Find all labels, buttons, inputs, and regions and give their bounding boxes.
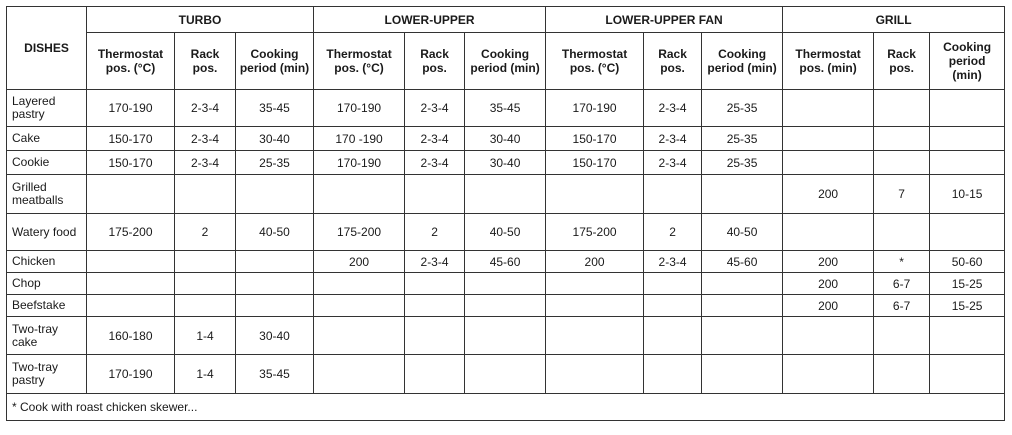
table-cell: 45-60 <box>702 251 783 273</box>
table-cell <box>236 251 314 273</box>
table-cell: 2-3-4 <box>405 151 465 175</box>
table-cell: 40-50 <box>702 214 783 251</box>
table-cell <box>546 273 644 295</box>
table-row <box>7 90 1005 127</box>
table-cell: 175-200 <box>546 214 644 251</box>
dish-name: Watery food <box>7 214 87 251</box>
table-cell <box>175 273 236 295</box>
table-cell <box>546 317 644 355</box>
table-cell <box>546 355 644 394</box>
table-cell: 2 <box>405 214 465 251</box>
table-cell <box>644 273 702 295</box>
table-cell <box>783 151 874 175</box>
table-cell <box>465 317 546 355</box>
table-cell <box>314 273 405 295</box>
table-cell <box>175 175 236 214</box>
group-header-lower-upper: LOWER-UPPER <box>314 7 546 33</box>
table-cell <box>405 175 465 214</box>
dishes-header: DISHES <box>7 7 87 90</box>
table-cell: 35-45 <box>465 90 546 127</box>
table-row <box>7 295 1005 317</box>
table-cell: 30-40 <box>236 317 314 355</box>
table-cell: 170-190 <box>314 151 405 175</box>
table-cell: 2-3-4 <box>405 90 465 127</box>
column-header: Thermostat pos. (min) <box>783 33 874 90</box>
dish-name: Cookie <box>7 151 87 175</box>
table-row <box>7 355 1005 394</box>
table-cell: 6-7 <box>874 273 930 295</box>
table-cell: 2-3-4 <box>175 151 236 175</box>
table-cell: 2-3-4 <box>405 251 465 273</box>
table-cell: 170-190 <box>546 90 644 127</box>
table-cell <box>405 355 465 394</box>
table-cell: 200 <box>783 251 874 273</box>
table-cell: 2-3-4 <box>175 90 236 127</box>
table-cell <box>236 273 314 295</box>
table-cell: 7 <box>874 175 930 214</box>
table-cell: 1-4 <box>175 355 236 394</box>
table-cell: 170-190 <box>87 355 175 394</box>
table-cell <box>874 214 930 251</box>
dish-name: Grilled meatballs <box>7 175 87 214</box>
cooking-table <box>6 6 1005 421</box>
table-cell <box>465 295 546 317</box>
column-header: Thermostat pos. (°C) <box>546 33 644 90</box>
table-cell: 30-40 <box>236 127 314 151</box>
table-cell <box>930 90 1005 127</box>
column-header: Cooking period (min) <box>930 33 1005 90</box>
table-cell <box>546 295 644 317</box>
table-row <box>7 214 1005 251</box>
table-cell: 50-60 <box>930 251 1005 273</box>
column-header: Rack pos. <box>874 33 930 90</box>
table-cell: 1-4 <box>175 317 236 355</box>
table-cell <box>702 175 783 214</box>
table-cell: 175-200 <box>314 214 405 251</box>
table-cell: 150-170 <box>546 127 644 151</box>
table-cell: 30-40 <box>465 127 546 151</box>
column-header: Cooking period (min) <box>236 33 314 90</box>
table-cell <box>930 127 1005 151</box>
table-cell <box>405 273 465 295</box>
table-cell <box>175 251 236 273</box>
table-cell <box>644 317 702 355</box>
table-cell <box>783 214 874 251</box>
table-cell <box>783 127 874 151</box>
column-header: Cooking period (min) <box>465 33 546 90</box>
table-cell <box>405 295 465 317</box>
table-cell: 2 <box>175 214 236 251</box>
column-header: Rack pos. <box>644 33 702 90</box>
table-row <box>7 151 1005 175</box>
table-cell <box>930 151 1005 175</box>
table-cell <box>783 90 874 127</box>
table-row <box>7 127 1005 151</box>
table-cell: 200 <box>783 273 874 295</box>
table-cell: 2-3-4 <box>175 127 236 151</box>
table-cell <box>930 317 1005 355</box>
table-cell <box>930 214 1005 251</box>
table-cell: 200 <box>783 175 874 214</box>
table-cell: 150-170 <box>546 151 644 175</box>
table-cell <box>465 355 546 394</box>
table-cell: 170 -190 <box>314 127 405 151</box>
table-cell: 200 <box>546 251 644 273</box>
column-header: Thermostat pos. (°C) <box>314 33 405 90</box>
table-cell: 2 <box>644 214 702 251</box>
table-cell: 2-3-4 <box>405 127 465 151</box>
table-cell <box>644 175 702 214</box>
table-cell: * <box>874 251 930 273</box>
table-cell <box>87 273 175 295</box>
table-cell <box>874 151 930 175</box>
table-cell: 170-190 <box>314 90 405 127</box>
table-cell: 45-60 <box>465 251 546 273</box>
table-cell <box>236 175 314 214</box>
table-row <box>7 317 1005 355</box>
table-cell: 150-170 <box>87 151 175 175</box>
table-cell <box>783 317 874 355</box>
table-cell <box>87 175 175 214</box>
table-cell: 10-15 <box>930 175 1005 214</box>
table-cell <box>874 317 930 355</box>
table-row <box>7 273 1005 295</box>
table-cell: 30-40 <box>465 151 546 175</box>
table-cell: 160-180 <box>87 317 175 355</box>
table-cell: 35-45 <box>236 355 314 394</box>
table-cell: 2-3-4 <box>644 251 702 273</box>
table-cell <box>644 295 702 317</box>
table-cell <box>874 355 930 394</box>
table-cell <box>874 127 930 151</box>
table-cell <box>702 355 783 394</box>
table-row <box>7 175 1005 214</box>
table-cell <box>783 355 874 394</box>
column-header: Thermostat pos. (°C) <box>87 33 175 90</box>
table-cell <box>874 90 930 127</box>
table-cell: 200 <box>314 251 405 273</box>
table-cell: 35-45 <box>236 90 314 127</box>
dish-name: Layered pastry <box>7 90 87 127</box>
footnote: * Cook with roast chicken skewer... <box>7 394 1005 421</box>
table-cell: 175-200 <box>87 214 175 251</box>
table-cell: 200 <box>783 295 874 317</box>
table-cell <box>175 295 236 317</box>
table-cell <box>314 355 405 394</box>
dish-name: Two-tray pastry <box>7 355 87 394</box>
table-cell <box>405 317 465 355</box>
group-header-turbo: TURBO <box>87 7 314 33</box>
table-cell: 2-3-4 <box>644 151 702 175</box>
table-cell: 6-7 <box>874 295 930 317</box>
dish-name: Chicken <box>7 251 87 273</box>
table-cell <box>546 175 644 214</box>
table-cell: 15-25 <box>930 273 1005 295</box>
table-cell <box>930 355 1005 394</box>
table-cell: 25-35 <box>702 90 783 127</box>
table-cell <box>702 273 783 295</box>
table-cell: 25-35 <box>702 127 783 151</box>
table-cell <box>644 355 702 394</box>
table-cell: 40-50 <box>465 214 546 251</box>
column-header: Rack pos. <box>405 33 465 90</box>
dish-name: Chop <box>7 273 87 295</box>
table-cell: 2-3-4 <box>644 90 702 127</box>
table-cell <box>702 295 783 317</box>
table-cell <box>87 251 175 273</box>
table-cell <box>702 317 783 355</box>
table-cell <box>314 295 405 317</box>
group-header-lower-upper-fan: LOWER-UPPER FAN <box>546 7 783 33</box>
table-cell <box>465 273 546 295</box>
dish-name: Beefstake <box>7 295 87 317</box>
dish-name: Two-tray cake <box>7 317 87 355</box>
table-cell: 2-3-4 <box>644 127 702 151</box>
column-header: Rack pos. <box>175 33 236 90</box>
column-header: Cooking period (min) <box>702 33 783 90</box>
table-cell: 15-25 <box>930 295 1005 317</box>
table-cell <box>314 175 405 214</box>
dish-name: Cake <box>7 127 87 151</box>
table-cell: 150-170 <box>87 127 175 151</box>
table-cell <box>87 295 175 317</box>
table-cell: 25-35 <box>702 151 783 175</box>
table-cell: 170-190 <box>87 90 175 127</box>
table-cell <box>236 295 314 317</box>
group-header-grill: GRILL <box>783 7 1005 33</box>
table-cell <box>314 317 405 355</box>
table-cell <box>465 175 546 214</box>
table-row <box>7 251 1005 273</box>
table-cell: 40-50 <box>236 214 314 251</box>
table-cell: 25-35 <box>236 151 314 175</box>
